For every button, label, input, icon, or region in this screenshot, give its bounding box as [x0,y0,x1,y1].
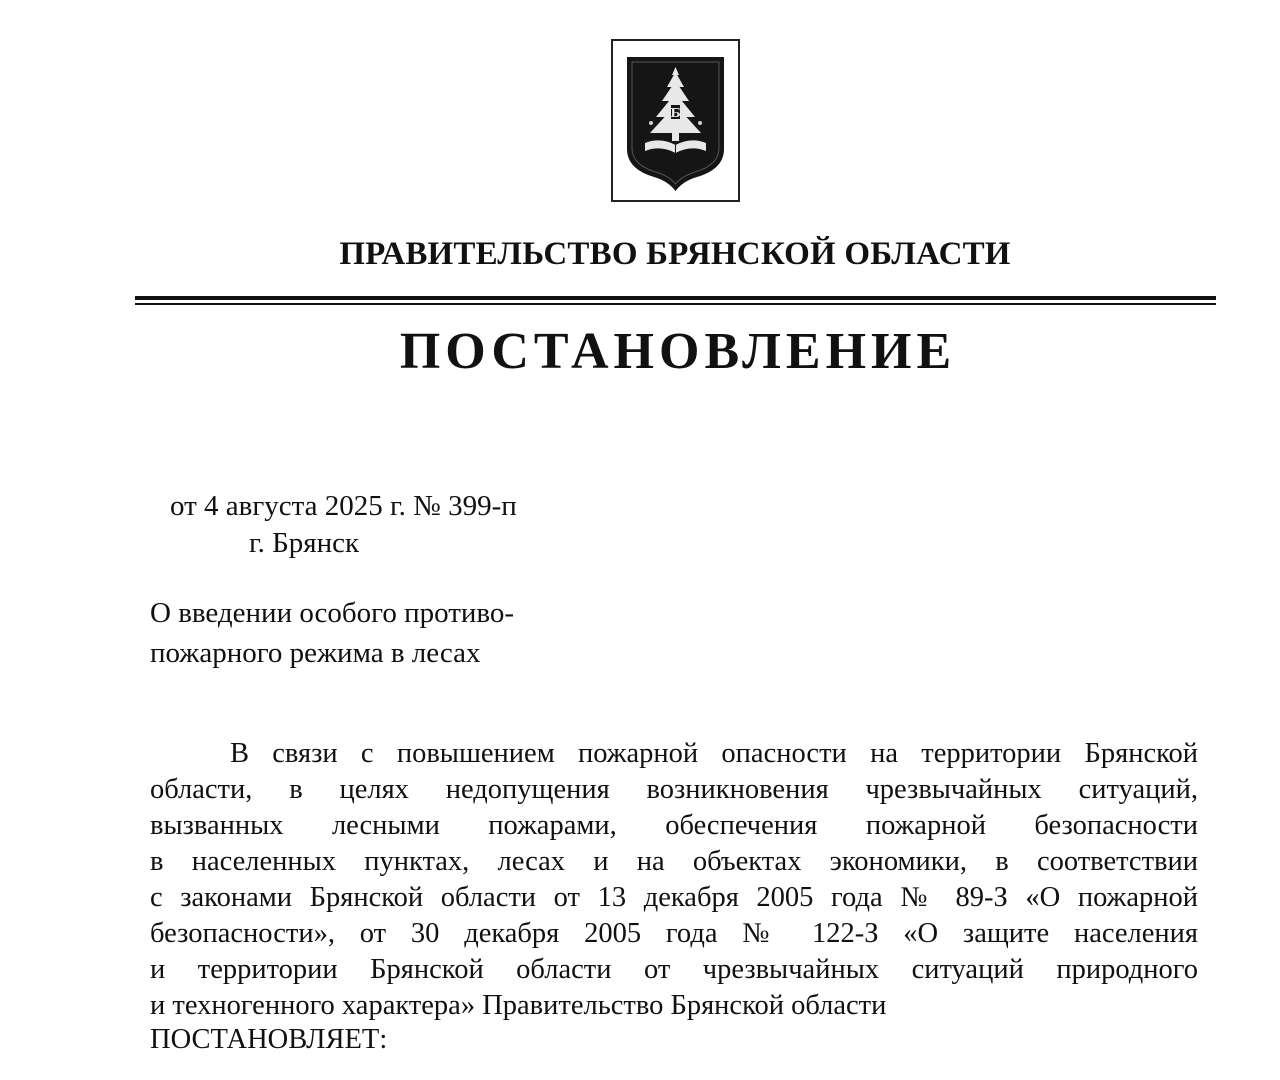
body-line: в населенных пунктах, лесах и на объектах экономики, в соответствии [150,846,1198,877]
subject-line: О введении особого противо- [150,597,515,629]
document-type-title: ПОСТАНОВЛЕНИЕ [399,323,957,380]
header-rule-thick [135,296,1216,300]
subject-line: пожарного режима в лесах [150,637,481,669]
body-line: и территории Брянской области от чрезвычайных ситуаций природного [150,954,1198,985]
body-line: вызванных лесными пожарами, обеспечения пожарной безопасности [150,810,1198,841]
document-body [150,736,1198,1024]
body-line: В связи с повышением пожарной опасности на территории Брянской [230,738,1198,769]
coat-of-arms-emblem [611,39,740,202]
document-city: г. Брянск [249,527,360,559]
decree-word: ПОСТАНОВЛЯЕТ: [150,1024,388,1055]
bryansk-coat-of-arms-icon [613,41,738,200]
document-date-number: от 4 августа 2025 г. № 399-п [170,490,517,522]
body-line: с законами Брянской области от 13 декабря 2005 года № 89-З «О пожарной [150,882,1198,913]
body-line: и техногенного характера» Правительство Брянской области [150,990,887,1021]
svg-text:Б: Б [670,106,681,120]
header-rule-thin [135,303,1216,305]
document-subject [150,593,514,673]
body-line: области, в целях недопущения возникновения чрезвычайных ситуаций, [150,774,1198,805]
organization-title: ПРАВИТЕЛЬСТВО БРЯНСКОЙ ОБЛАСТИ [339,236,1011,272]
body-line: безопасности», от 30 декабря 2005 года № 122-З «О защите населения [150,918,1198,949]
